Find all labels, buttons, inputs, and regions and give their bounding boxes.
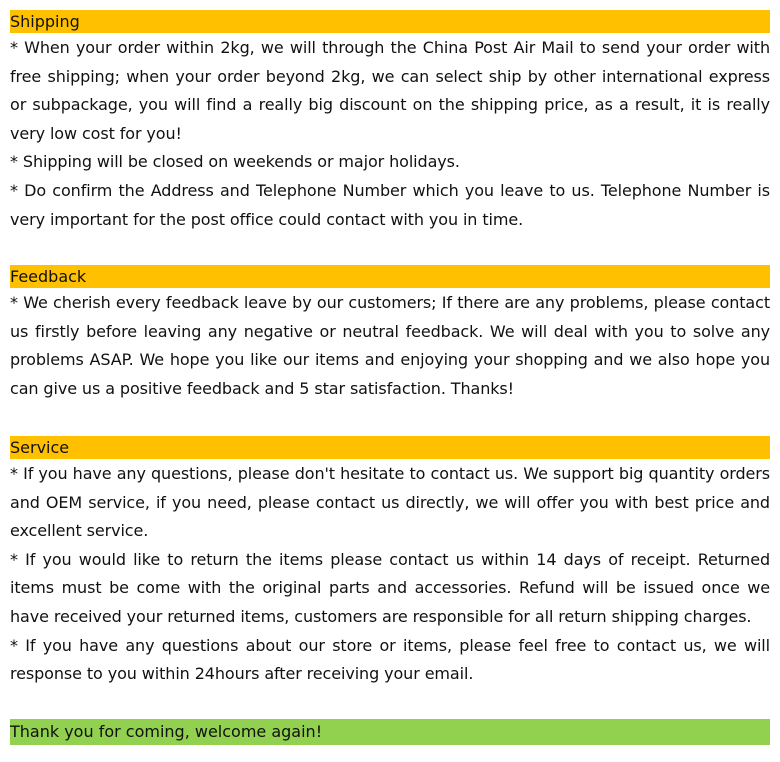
shipping-item-3: * Do confirm the Address and Telephone Number which you leave to us. Telephone Number is very important for the post office could contact with you in time. <box>10 180 770 229</box>
feedback-item-1: * We cherish every feedback leave by our customers; If there are any problems, please contact us firstly before leaving any negative or neutral feedback. We will deal with you to solve any problems ASAP. We hope you like our items and enjoying your shopping and we also hope you can give us a positive feedback and 5 star satisfaction. Thanks! <box>10 293 770 398</box>
shipping-item-2: * Shipping will be closed on weekends or major holidays. <box>10 152 460 172</box>
service-item-2: * If you would like to return the items please contact us within 14 days of receipt. Returned items must be come with the original parts and accessories. Refund will be issued once we have received your returned items, customers are responsible for all return shipping charges. <box>10 549 770 626</box>
closing-section <box>10 719 770 745</box>
closing-banner: Thank you for coming, welcome again! <box>10 719 770 745</box>
shipping-header: Shipping <box>10 10 770 33</box>
feedback-section <box>10 265 770 403</box>
service-item-3: * If you have any questions about our store or items, please feel free to contact us, we will response to you within 24hours after receiving your email. <box>10 635 770 684</box>
shipping-section <box>10 10 770 234</box>
shipping-item-1: * When your order within 2kg, we will through the China Post Air Mail to send your order with free shipping; when your order beyond 2kg, we can select ship by other international express or subpackage, you will find a really big discount on the shipping price, as a result, it is really very low cost for you! <box>10 38 770 143</box>
service-section <box>10 436 770 689</box>
feedback-header: Feedback <box>10 265 770 288</box>
service-header: Service <box>10 436 770 459</box>
service-item-1: * If you have any questions, please don't hesitate to contact us. We support big quantity orders and OEM service, if you need, please contact us directly, we will offer you with best price and excellent service. <box>10 464 770 541</box>
